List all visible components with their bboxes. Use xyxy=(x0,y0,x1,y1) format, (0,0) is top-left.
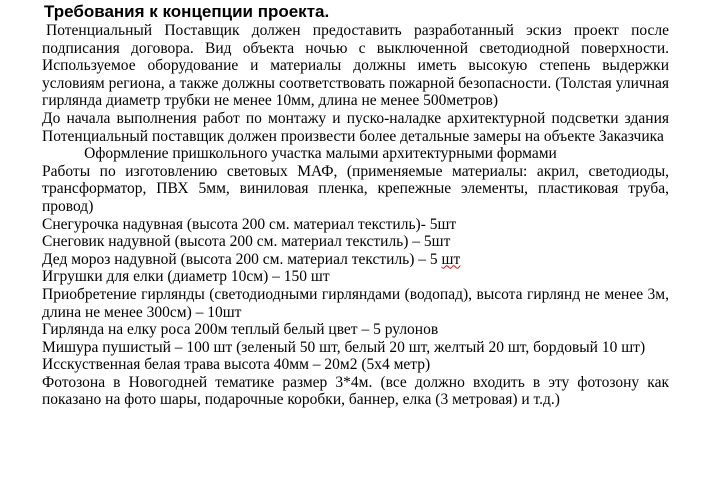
item-snegurochka: Снегурочка надувная (высота 200 см. материал текстиль)- 5шт xyxy=(42,215,457,233)
item-photozone: Фотозона в Новогодней тематике размер 3*4м. (все должно входить в эту фотозону как показано на фото шары, подарочные коробки, баннер, елка (3 метровая) и т.д.) xyxy=(42,373,669,409)
document-page xyxy=(42,2,669,409)
document-title: Требования к концепции проекта. xyxy=(44,2,330,21)
item-garland-rosa: Гирлянда на елку роса 200м теплый белый цвет – 5 рулонов xyxy=(42,321,439,339)
item-ded-moroz-text: Дед мороз надувной (высота 200 см. материал текстиль) – 5 xyxy=(42,250,442,268)
maf-works-paragraph: Работы по изготовлению световых МАФ, (применяемые материалы: акрил, светодиоды, трансформатор, ПВХ 5мм, виниловая пленка, крепежные элементы, пластиковая труба, провод) xyxy=(42,162,669,215)
item-snegovik: Снеговик надувной (высота 200 см. материал текстиль) – 5шт xyxy=(42,233,451,251)
item-ded-moroz xyxy=(42,251,669,269)
section-heading: Оформление пришкольного участка малыми архитектурными формами xyxy=(84,145,557,163)
item-tinsel: Мишура пушистый – 100 шт (зеленый 50 шт, белый 20 шт, желтый 20 шт, бордовый 10 шт) xyxy=(42,338,646,356)
item-garlands: Приобретение гирлянды (светодиодными гирляндами (водопад), высота гирлянд не менее 3м, длина не менее 300см) – 10шт xyxy=(42,285,669,321)
intro-paragraph: Потенциальный Поставщик должен предоставить разработанный эскиз проект после подписания договора. Вид объекта ночью с выключенной светодиодной поверхности. Используемое оборудование и материалы должны иметь высокую степень выдержки условиям региона, а также должны соответствовать пожарной безопасности. (Толстая уличная гирлянда диаметр трубки не менее 10мм, длина не менее 500метров) xyxy=(42,22,669,110)
item-toys: Игрушки для елки (диаметр 10см) – 150 шт xyxy=(42,268,330,286)
measurements-paragraph: До начала выполнения работ по монтажу и пуско-наладке архитектурной подсветки здания Потенциальный поставщик должен произвести более детальные замеры на объекте Заказчика xyxy=(42,109,669,145)
item-grass: Исскуственная белая трава высота 40мм – 20м2 (5х4 метр) xyxy=(42,356,431,374)
spellcheck-marked-word: шт xyxy=(441,250,461,268)
